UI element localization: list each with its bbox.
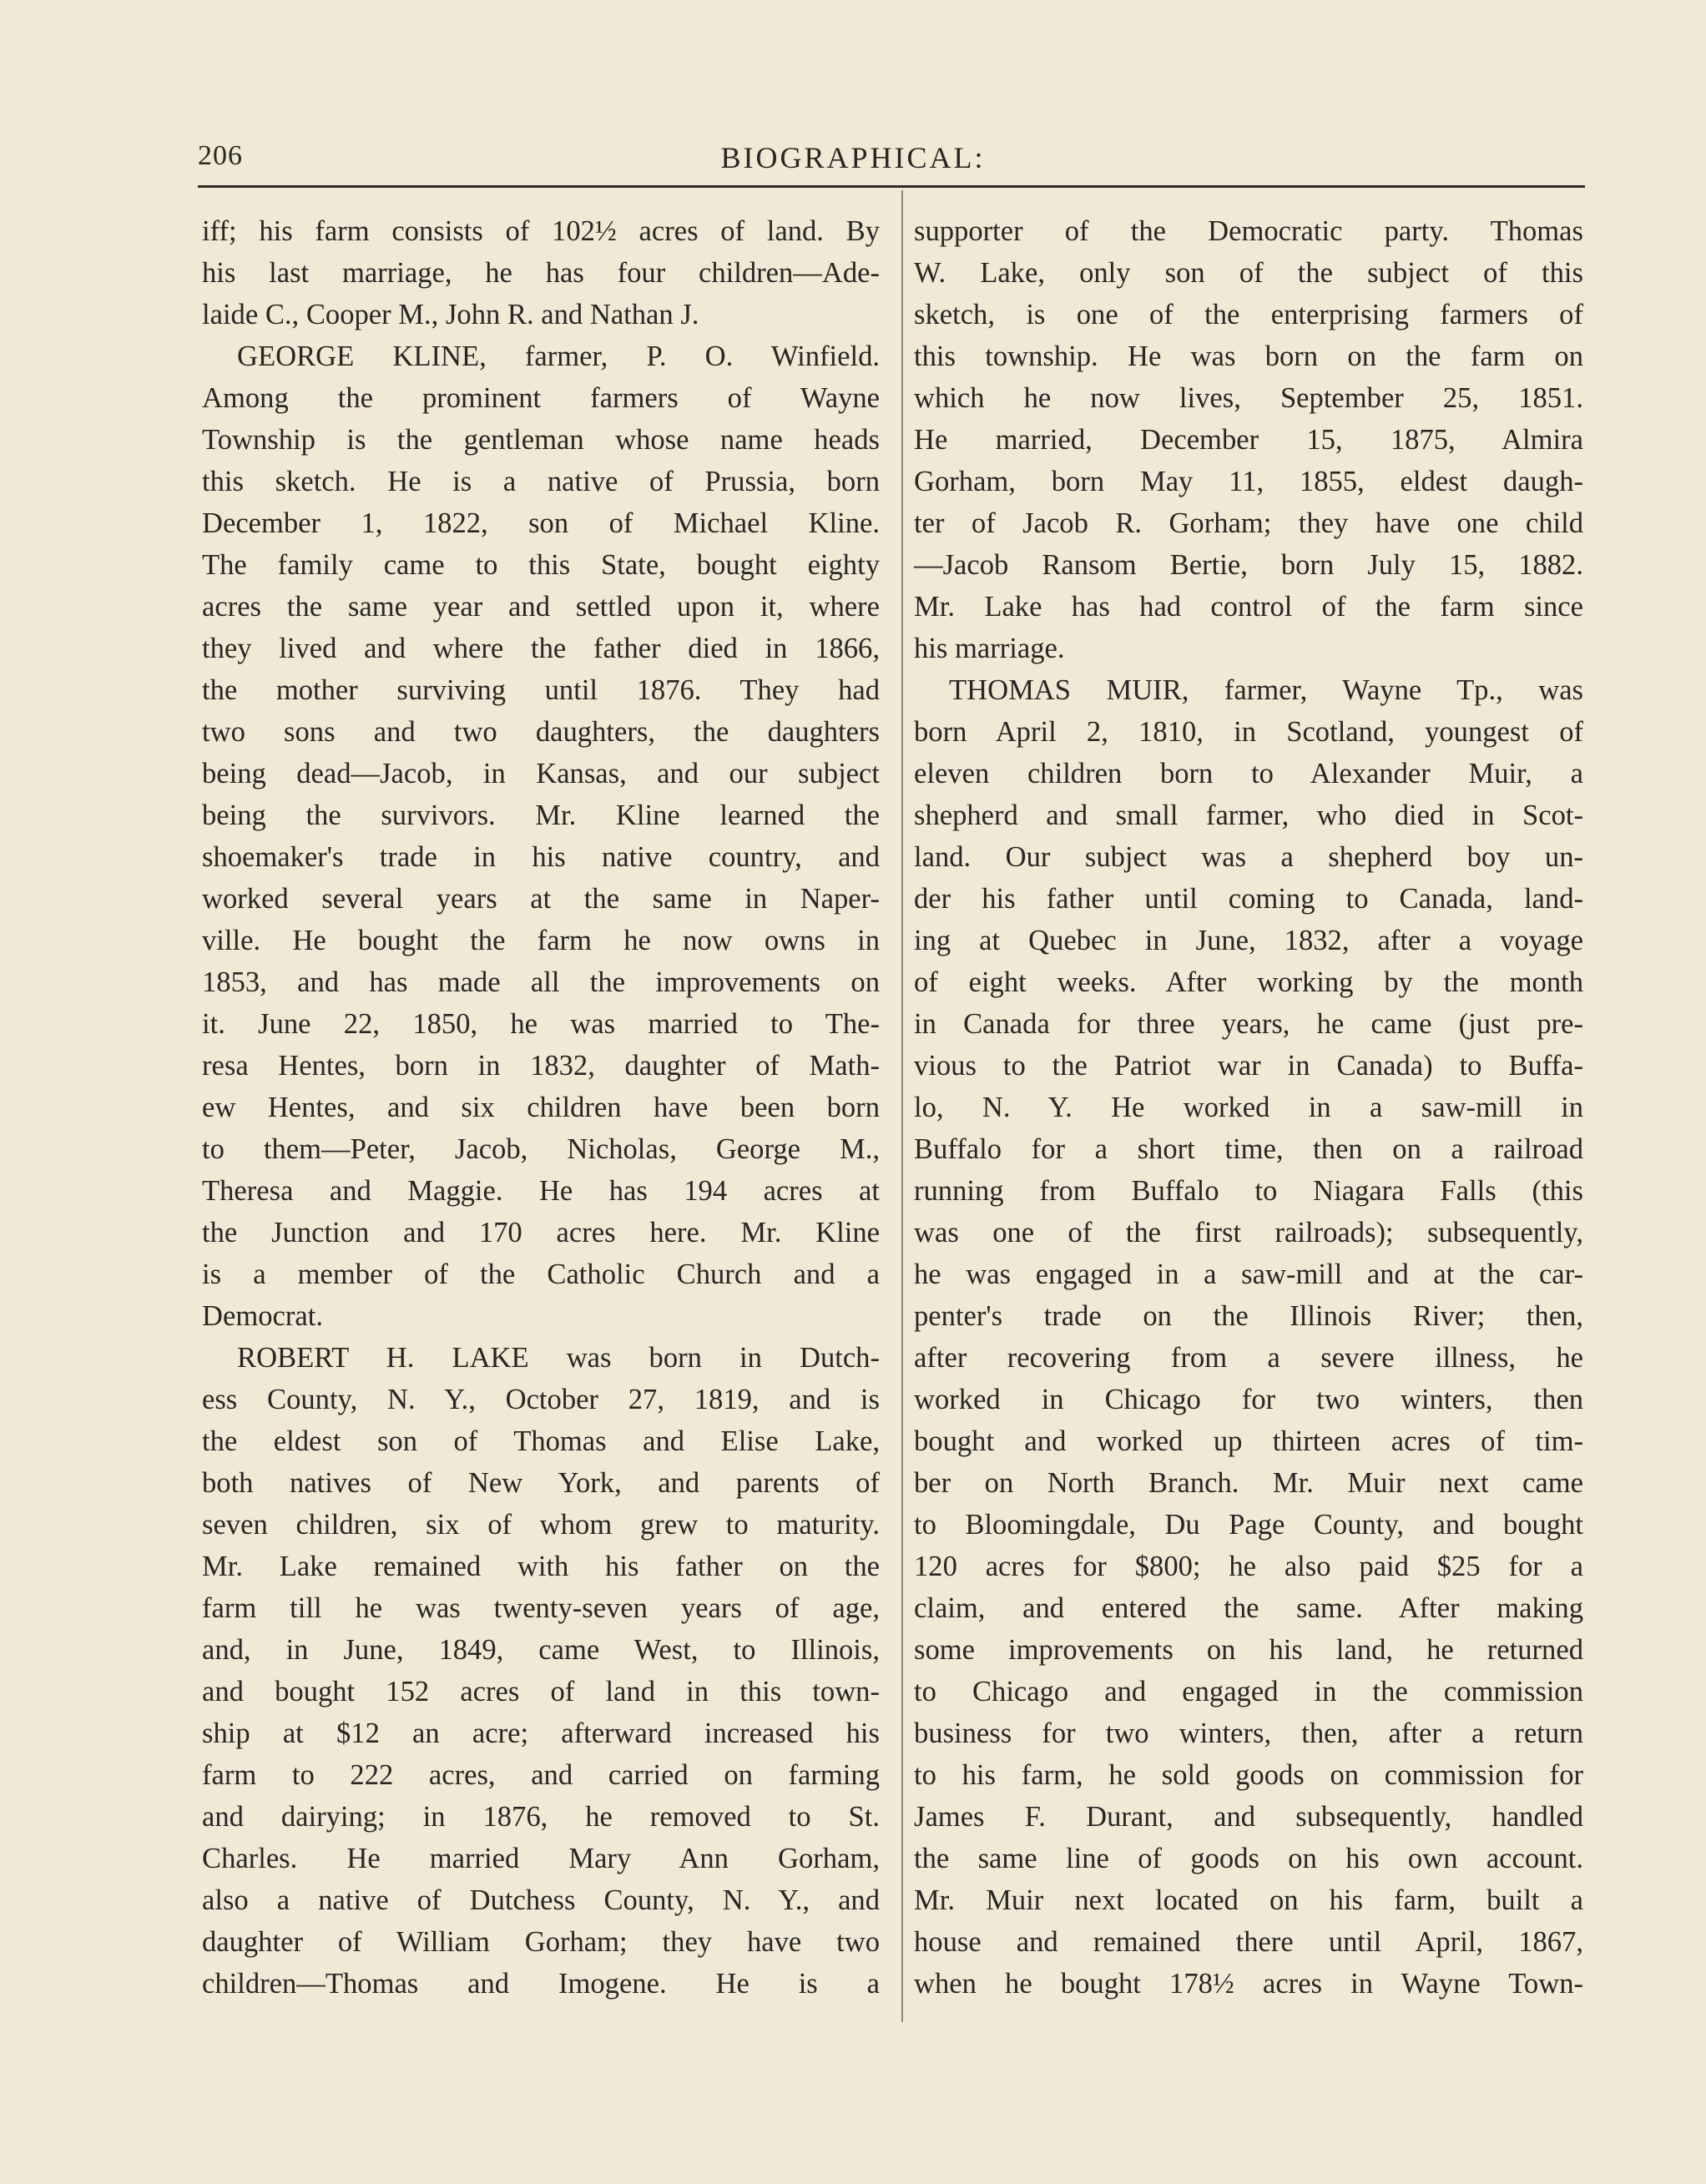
left-column <box>202 210 880 2005</box>
text-line: this township. He was born on the farm on <box>914 340 1583 372</box>
text-line: his last marriage, he has four children—Ade- <box>202 257 880 289</box>
text-line: He married, December 15, 1875, Almira <box>914 424 1583 456</box>
text-line: business for two winters, then, after a return <box>914 1717 1583 1749</box>
text-line: Township is the gentleman whose name heads <box>202 424 880 456</box>
column-divider <box>901 190 903 2022</box>
text-line: The family came to this State, bought eighty <box>202 549 880 581</box>
text-line: children—Thomas and Imogene. He is a <box>202 1968 880 2000</box>
text-line: Mr. Lake remained with his father on the <box>202 1551 880 1582</box>
text-line: two sons and two daughters, the daughters <box>202 716 880 748</box>
text-line: he was engaged in a saw-mill and at the car- <box>914 1258 1583 1290</box>
text-line: iff; his farm consists of 102½ acres of land. By <box>202 215 880 247</box>
text-line: THOMAS MUIR, farmer, Wayne Tp., was <box>949 674 1583 706</box>
text-line: worked several years at the same in Naper- <box>202 883 880 915</box>
text-line: ship at $12 an acre; afterward increased his <box>202 1717 880 1749</box>
text-line: 1853, and has made all the improvements on <box>202 966 880 998</box>
text-line: running from Buffalo to Niagara Falls (this <box>914 1175 1583 1207</box>
text-line: acres the same year and settled upon it, where <box>202 591 880 623</box>
text-line: this sketch. He is a native of Prussia, born <box>202 466 880 497</box>
text-line: ew Hentes, and six children have been born <box>202 1092 880 1123</box>
text-line: the Junction and 170 acres here. Mr. Kline <box>202 1217 880 1248</box>
header-rule <box>198 185 1585 188</box>
text-line: worked in Chicago for two winters, then <box>914 1384 1583 1415</box>
text-line: laide C., Cooper M., John R. and Nathan J. <box>202 299 699 330</box>
text-line: the same line of goods on his own account. <box>914 1843 1583 1874</box>
text-line: and bought 152 acres of land in this town- <box>202 1676 880 1707</box>
text-line: born April 2, 1810, in Scotland, youngest of <box>914 716 1583 748</box>
text-line: Democrat. <box>202 1300 323 1332</box>
text-line: —Jacob Ransom Bertie, born July 15, 1882. <box>914 549 1583 581</box>
text-line: of eight weeks. After working by the month <box>914 966 1583 998</box>
text-line: Among the prominent farmers of Wayne <box>202 382 880 414</box>
text-line: penter's trade on the Illinois River; then, <box>914 1300 1583 1332</box>
text-line: the eldest son of Thomas and Elise Lake, <box>202 1425 880 1457</box>
text-line: W. Lake, only son of the subject of this <box>914 257 1583 289</box>
text-line: was one of the first railroads); subsequently, <box>914 1217 1583 1248</box>
text-line: daughter of William Gorham; they have two <box>202 1926 880 1958</box>
text-line: when he bought 178½ acres in Wayne Town- <box>914 1968 1583 2000</box>
text-line: it. June 22, 1850, he was married to The- <box>202 1008 880 1040</box>
text-line: and dairying; in 1876, he removed to St. <box>202 1801 880 1833</box>
right-column <box>914 210 1583 2005</box>
text-line: being the survivors. Mr. Kline learned the <box>202 799 880 831</box>
text-line: GEORGE KLINE, farmer, P. O. Winfield. <box>237 340 880 372</box>
text-line: James F. Durant, and subsequently, handled <box>914 1801 1583 1833</box>
text-line: resa Hentes, born in 1832, daughter of Math- <box>202 1050 880 1082</box>
text-line: to Bloomingdale, Du Page County, and bought <box>914 1509 1583 1541</box>
text-line: to Chicago and engaged in the commission <box>914 1676 1583 1707</box>
text-line: shoemaker's trade in his native country, and <box>202 841 880 873</box>
text-line: also a native of Dutchess County, N. Y., and <box>202 1884 880 1916</box>
text-line: lo, N. Y. He worked in a saw-mill in <box>914 1092 1583 1123</box>
text-line: in Canada for three years, he came (just pre- <box>914 1008 1583 1040</box>
text-line: Theresa and Maggie. He has 194 acres at <box>202 1175 880 1207</box>
text-line: land. Our subject was a shepherd boy un- <box>914 841 1583 873</box>
text-line: Mr. Lake has had control of the farm since <box>914 591 1583 623</box>
text-line: which he now lives, September 25, 1851. <box>914 382 1583 414</box>
text-line: vious to the Patriot war in Canada) to Buffa- <box>914 1050 1583 1082</box>
text-line: they lived and where the father died in 1866, <box>202 633 880 664</box>
text-line: Buffalo for a short time, then on a railroad <box>914 1133 1583 1165</box>
page-number: 206 <box>198 140 243 171</box>
text-line: claim, and entered the same. After making <box>914 1592 1583 1624</box>
text-line: seven children, six of whom grew to maturity. <box>202 1509 880 1541</box>
text-line: ter of Jacob R. Gorham; they have one child <box>914 507 1583 539</box>
text-line: to his farm, he sold goods on commission for <box>914 1759 1583 1791</box>
text-line: farm to 222 acres, and carried on farming <box>202 1759 880 1791</box>
text-line: supporter of the Democratic party. Thomas <box>914 215 1583 247</box>
text-line: eleven children born to Alexander Muir, a <box>914 758 1583 789</box>
text-line: December 1, 1822, son of Michael Kline. <box>202 507 880 539</box>
text-line: after recovering from a severe illness, he <box>914 1342 1583 1374</box>
text-line: being dead—Jacob, in Kansas, and our subject <box>202 758 880 789</box>
text-line: ess County, N. Y., October 27, 1819, and is <box>202 1384 880 1415</box>
text-line: Charles. He married Mary Ann Gorham, <box>202 1843 880 1874</box>
text-line: bought and worked up thirteen acres of tim- <box>914 1425 1583 1457</box>
text-line: ROBERT H. LAKE was born in Dutch- <box>237 1342 880 1374</box>
text-line: both natives of New York, and parents of <box>202 1467 880 1499</box>
text-line: the mother surviving until 1876. They had <box>202 674 880 706</box>
text-line: and, in June, 1849, came West, to Illinois, <box>202 1634 880 1666</box>
text-line: farm till he was twenty-seven years of age, <box>202 1592 880 1624</box>
text-line: ville. He bought the farm he now owns in <box>202 925 880 956</box>
text-line: is a member of the Catholic Church and a <box>202 1258 880 1290</box>
text-line: der his father until coming to Canada, land- <box>914 883 1583 915</box>
text-line: Mr. Muir next located on his farm, built a <box>914 1884 1583 1916</box>
text-line: his marriage. <box>914 633 1065 664</box>
text-line: 120 acres for $800; he also paid $25 for a <box>914 1551 1583 1582</box>
text-line: ber on North Branch. Mr. Muir next came <box>914 1467 1583 1499</box>
text-line: house and remained there until April, 1867, <box>914 1926 1583 1958</box>
text-line: shepherd and small farmer, who died in Scot- <box>914 799 1583 831</box>
text-line: ing at Quebec in June, 1832, after a voyage <box>914 925 1583 956</box>
running-head: BIOGRAPHICAL: <box>720 141 986 174</box>
text-line: to them—Peter, Jacob, Nicholas, George M., <box>202 1133 880 1165</box>
text-line: Gorham, born May 11, 1855, eldest daugh- <box>914 466 1583 497</box>
text-line: sketch, is one of the enterprising farmers of <box>914 299 1583 330</box>
text-line: some improvements on his land, he returned <box>914 1634 1583 1666</box>
